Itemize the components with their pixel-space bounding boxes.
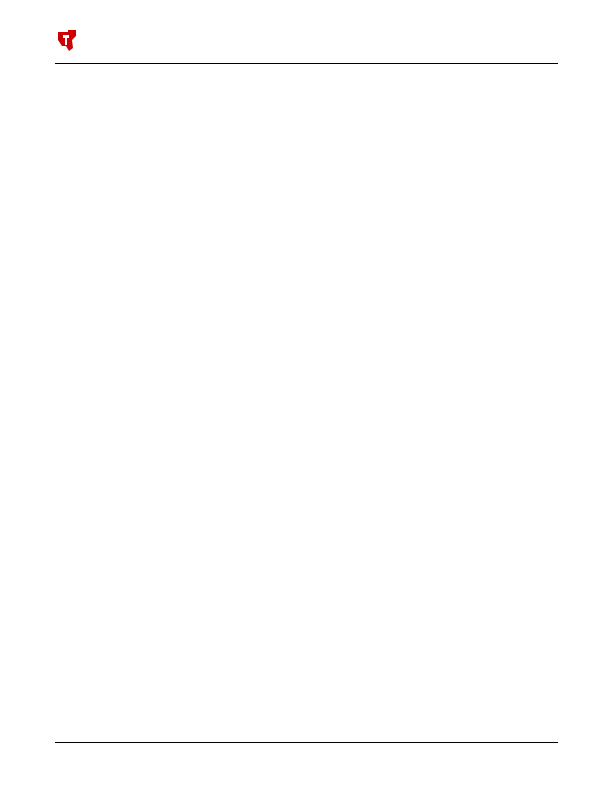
footer-divider bbox=[55, 742, 558, 743]
ti-logo-icon bbox=[55, 28, 79, 52]
header-divider bbox=[55, 63, 558, 64]
